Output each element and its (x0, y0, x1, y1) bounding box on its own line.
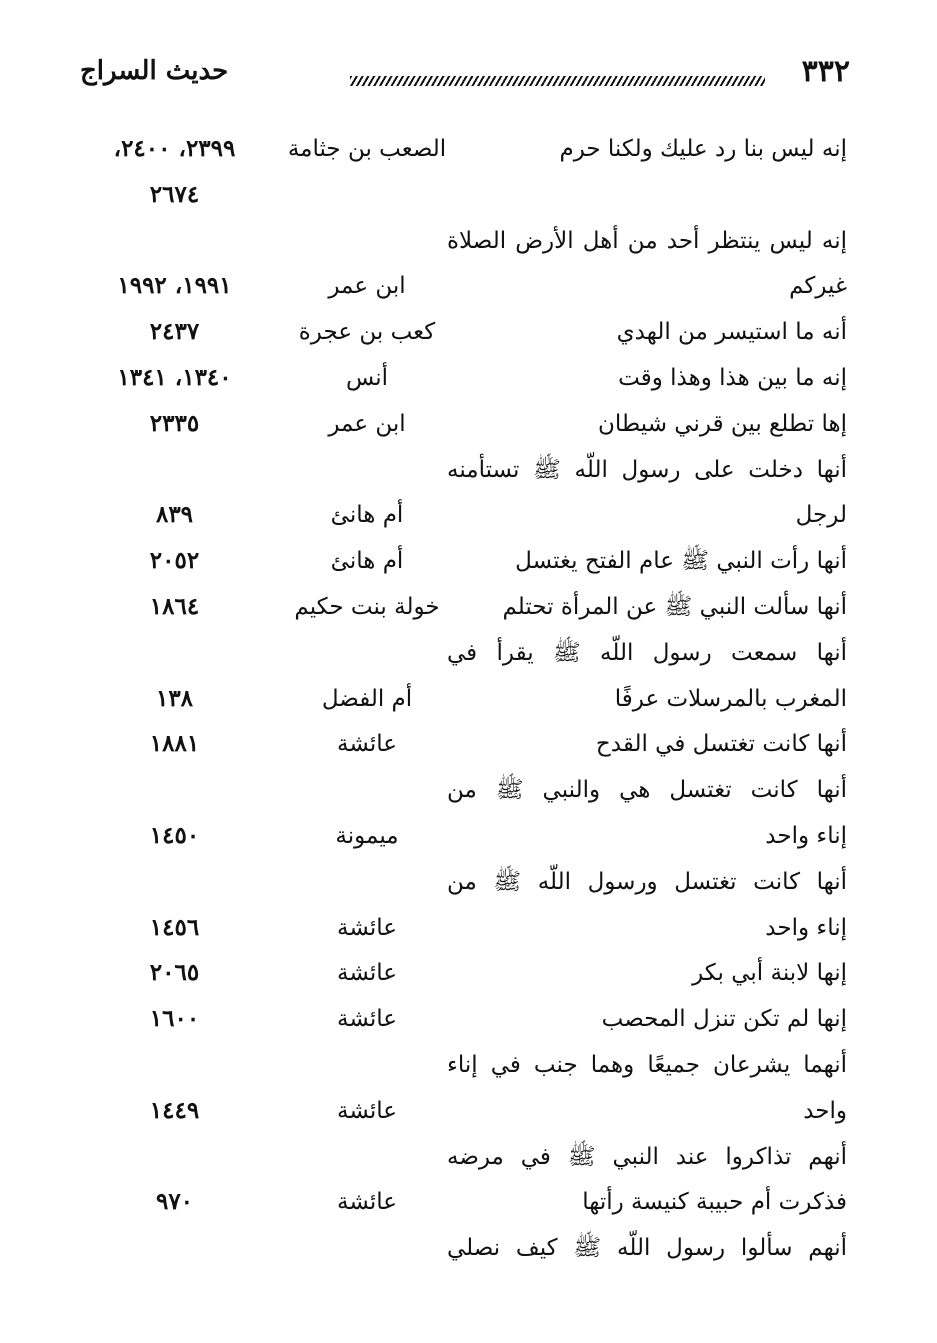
reference-numbers: ٨٣٩ (155, 501, 194, 529)
hadith-text: أنها كانت تغتسل هي والنبي ﷺ من (447, 777, 847, 804)
index-row (0, 1136, 937, 1182)
narrator: أم هانئ (330, 548, 404, 575)
index-row (0, 1181, 937, 1227)
narrator: عائشة (337, 914, 397, 941)
reference-numbers: ١٤٤٩ (149, 1096, 200, 1124)
hadith-text: أنها كانت تغتسل في القدح (595, 731, 847, 758)
book-title: حديث السراج (80, 56, 229, 86)
reference-numbers: ٩٧٠ (155, 1188, 194, 1216)
reference-numbers: ١٣٨ (155, 684, 194, 712)
reference-numbers: ١٤٥٦ (149, 913, 200, 941)
index-row (0, 769, 937, 815)
index-row (0, 540, 937, 586)
index-row (0, 494, 937, 540)
index-row (0, 265, 937, 311)
narrator: عائشة (337, 1006, 397, 1033)
hadith-text: أنها سمعت رسول اللّه ﷺ يقرأ في (447, 639, 847, 666)
reference-numbers: ٢٠٦٥ (149, 959, 200, 987)
reference-numbers: ٢٦٧٤ (149, 180, 200, 208)
index-row (0, 1090, 937, 1136)
hadith-text: إنه ما بين هذا وهذا وقت (618, 364, 847, 391)
reference-numbers: ١٣٤٠، ١٣٤١ (117, 363, 232, 391)
hadith-text: أنه ما استيسر من الهدي (616, 319, 847, 346)
page-header (80, 52, 850, 102)
reference-numbers: ٢٠٥٢ (149, 547, 200, 575)
narrator: عائشة (337, 1097, 397, 1124)
reference-numbers: ١٨٨١ (149, 730, 200, 758)
reference-numbers: ١٤٥٠ (149, 821, 200, 849)
hadith-text: واحد (803, 1097, 847, 1124)
hadith-text: لرجل (795, 502, 847, 529)
hadith-text: أنهم سألوا رسول اللّه ﷺ كيف نصلي (447, 1235, 847, 1262)
narrator: أنس (345, 364, 389, 391)
index-row (0, 220, 937, 266)
hadith-text: أنها دخلت على رسول اللّه ﷺ تستأمنه (447, 456, 847, 483)
hadith-text: إناء واحد (765, 822, 847, 849)
narrator: كعب بن عجرة (298, 319, 436, 346)
hadith-text: فذكرت أم حبيبة كنيسة رأتها (582, 1189, 847, 1216)
reference-numbers: ١٦٠٠ (149, 1005, 200, 1033)
hadith-text: أنهما يشرعان جميعًا وهما جنب في إناء (447, 1051, 847, 1078)
index-row (0, 952, 937, 998)
index-row (0, 311, 937, 357)
hadith-text: إها تطلع بين قرني شيطان (598, 410, 847, 437)
index-row (0, 907, 937, 953)
reference-numbers: ٢٣٣٥ (149, 409, 200, 437)
index-row (0, 174, 937, 220)
index-row (0, 1227, 937, 1273)
index-row (0, 128, 937, 174)
reference-numbers: ١٨٦٤ (149, 592, 200, 620)
index-row (0, 403, 937, 449)
narrator: ابن عمر (328, 410, 406, 437)
index-row (0, 1044, 937, 1090)
index-row (0, 678, 937, 724)
hadith-text: المغرب بالمرسلات عرفًا (614, 685, 847, 712)
narrator: ابن عمر (328, 273, 406, 300)
narrator: أم الفضل (321, 685, 413, 712)
hadith-text: إنها لابنة أبي بكر (692, 960, 847, 987)
hadith-index-list (0, 128, 937, 1273)
index-row (0, 861, 937, 907)
hadith-text: أنها كانت تغتسل ورسول اللّه ﷺ من (447, 868, 847, 895)
header-rule (350, 76, 765, 86)
narrator: أم هانئ (330, 502, 404, 529)
hadith-text: أنها رأت النبي ﷺ عام الفتح يغتسل (515, 548, 847, 575)
index-row (0, 449, 937, 495)
hadith-text: إناء واحد (765, 914, 847, 941)
hadith-text: أنها سألت النبي ﷺ عن المرأة تحتلم (502, 593, 847, 620)
narrator: عائشة (337, 731, 397, 758)
index-row (0, 632, 937, 678)
narrator: ميمونة (335, 822, 399, 849)
index-row (0, 723, 937, 769)
hadith-text: غيركم (789, 273, 847, 300)
narrator: عائشة (337, 1189, 397, 1216)
narrator: خولة بنت حكيم (294, 593, 440, 620)
narrator: عائشة (337, 960, 397, 987)
index-row (0, 815, 937, 861)
hadith-text: أنهم تذاكروا عند النبي ﷺ في مرضه (447, 1143, 847, 1170)
hadith-text: إنه ليس ينتظر أحد من أهل الأرض الصلاة (447, 227, 847, 254)
hadith-text: إنه ليس بنا رد عليك ولكنا حرم (559, 136, 847, 162)
hadith-text: إنها لم تكن تنزل المحصب (601, 1006, 847, 1033)
narrator: الصعب بن جثامة (287, 136, 447, 162)
index-row (0, 357, 937, 403)
index-row (0, 586, 937, 632)
reference-numbers: ٢٣٩٩، ٢٤٠٠، (113, 135, 236, 162)
reference-numbers: ١٩٩١، ١٩٩٢ (117, 272, 232, 300)
index-row (0, 998, 937, 1044)
page-number: ٣٣٢ (801, 54, 850, 89)
reference-numbers: ٢٤٣٧ (149, 318, 200, 346)
